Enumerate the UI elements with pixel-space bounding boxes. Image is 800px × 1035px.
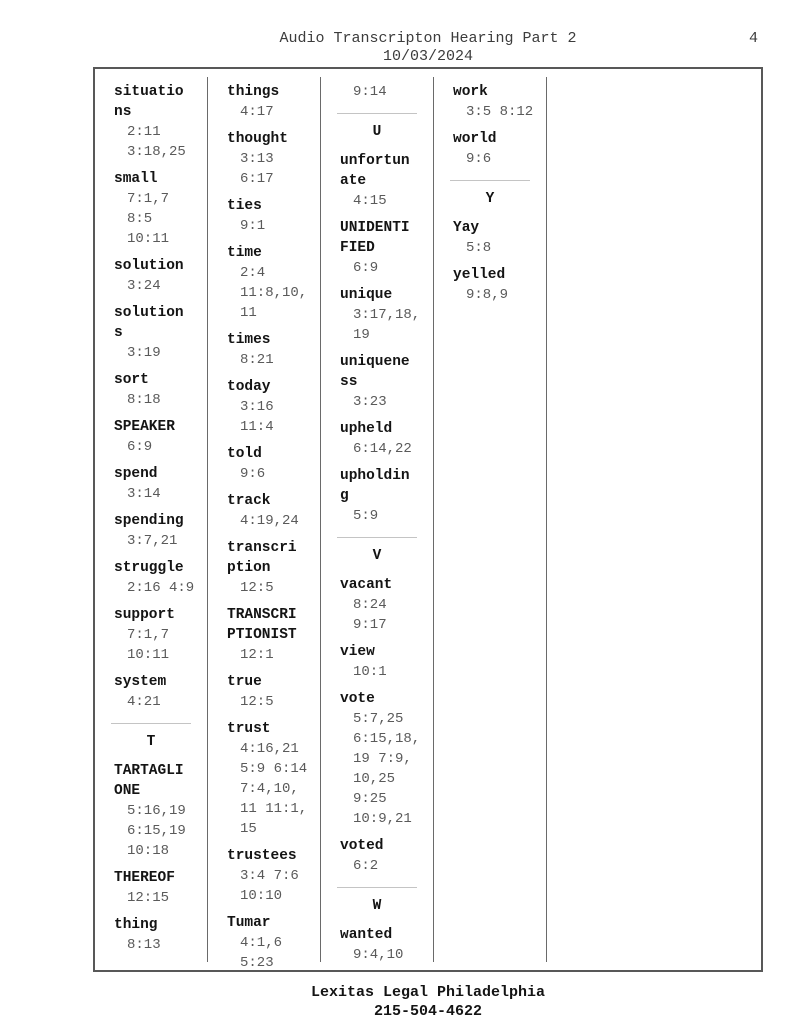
- index-entry: [208, 491, 320, 531]
- entry-word-line: thing: [114, 917, 158, 933]
- entry-word-line: unique: [340, 287, 393, 303]
- entry-ref-line: 10:11: [127, 647, 170, 663]
- index-entry: [95, 511, 207, 551]
- index-entry: [208, 846, 320, 906]
- entry-ref-line: 9:14: [353, 84, 387, 100]
- index-entry: [321, 285, 433, 345]
- entry-ref-line: 6:9: [353, 260, 379, 276]
- entry-word-line: vacant: [340, 577, 393, 593]
- entry-word-line: true: [227, 674, 262, 690]
- entry-word-line: Tumar: [227, 915, 271, 931]
- entry-ref-line: 11: [240, 305, 257, 321]
- entry-ref-line: 6:17: [240, 171, 274, 187]
- index-entry: [95, 417, 207, 457]
- entry-ref-line: 11 11:1,: [240, 801, 308, 817]
- section-divider: [450, 180, 531, 181]
- entry-word-line: trustees: [227, 848, 297, 864]
- entry-ref-line: 8:24: [353, 597, 387, 613]
- index-entry: [208, 129, 320, 189]
- entry-word-line: upheld: [340, 421, 393, 437]
- word-index-table: [93, 67, 763, 972]
- entry-ref-line: 9:1: [240, 218, 266, 234]
- entry-word-line: world: [453, 131, 497, 147]
- entry-ref-line: 10:10: [240, 888, 283, 904]
- index-column: [95, 69, 207, 970]
- entry-word-line: trust: [227, 721, 271, 737]
- entry-word-line: yelled: [453, 267, 506, 283]
- entry-word-line: struggle: [114, 560, 184, 576]
- entry-ref-line: 10:1: [353, 664, 387, 680]
- entry-ref-line: 3:17,18,: [353, 307, 421, 323]
- entry-ref-line: 3:19: [127, 345, 161, 361]
- index-entry: [95, 464, 207, 504]
- entry-word-line: ONE: [114, 783, 141, 799]
- index-entry: [208, 196, 320, 236]
- index-entry: [208, 330, 320, 370]
- entry-word-line: FIED: [340, 240, 375, 256]
- entry-word-line: support: [114, 607, 175, 623]
- entry-ref-line: 6:15,19: [127, 823, 186, 839]
- entry-ref-line: 7:4,10,: [240, 781, 299, 797]
- entry-ref-line: 2:11: [127, 124, 161, 140]
- entry-word-line: times: [227, 332, 271, 348]
- index-entry: [321, 836, 433, 876]
- entry-word-line: wanted: [340, 927, 393, 943]
- entry-ref-line: 3:23: [353, 394, 387, 410]
- index-entry: [321, 218, 433, 278]
- entry-ref-line: 5:9: [353, 508, 379, 524]
- entry-ref-line: 9:4,10: [353, 947, 404, 963]
- index-entry: [321, 689, 433, 829]
- entry-word-line: track: [227, 493, 271, 509]
- entry-word-line: today: [227, 379, 271, 395]
- page-title: Audio Transcripton Hearing Part 2: [279, 30, 577, 47]
- index-entry: [321, 575, 433, 635]
- index-entry: [95, 558, 207, 598]
- entry-ref-line: 4:16,21: [240, 741, 299, 757]
- entry-ref-line: 11:4: [240, 419, 274, 435]
- entry-word-line: sort: [114, 372, 149, 388]
- entry-word-line: unfortun: [340, 153, 410, 169]
- entry-ref-line: 9:6: [466, 151, 492, 167]
- entry-word-line: Yay: [453, 220, 480, 236]
- entry-word-line: view: [340, 644, 375, 660]
- entry-ref-line: 3:18,25: [127, 144, 186, 160]
- index-entry: [321, 352, 433, 412]
- entry-word-line: uniquene: [340, 354, 410, 370]
- index-entry: [95, 761, 207, 861]
- section-letter: U: [372, 124, 382, 140]
- entry-word-line: ss: [340, 374, 358, 390]
- index-entry: [208, 538, 320, 598]
- entry-ref-line: 3:24: [127, 278, 161, 294]
- entry-ref-line: 4:17: [240, 104, 274, 120]
- entry-ref-line: 5:9 6:14: [240, 761, 308, 777]
- footer-company: Lexitas Legal Philadelphia: [310, 984, 546, 1001]
- entry-word-line: PTIONIST: [227, 627, 297, 643]
- entry-ref-line: 4:19,24: [240, 513, 299, 529]
- entry-ref-line: 8:18: [127, 392, 161, 408]
- entry-word-line: ties: [227, 198, 262, 214]
- index-entry: [95, 605, 207, 665]
- section-divider: [337, 887, 418, 888]
- entry-ref-line: 3:16: [240, 399, 274, 415]
- entry-word-line: upholdin: [340, 468, 410, 484]
- footer-phone: 215-504-4622: [373, 1003, 483, 1020]
- index-column: [208, 69, 320, 970]
- index-entry: [208, 243, 320, 323]
- entry-ref-line: 4:1,6: [240, 935, 283, 951]
- index-entry-continuation: [321, 82, 433, 102]
- entry-ref-line: 12:5: [240, 580, 274, 596]
- index-entry: [208, 377, 320, 437]
- entry-ref-line: 10:9,21: [353, 811, 412, 827]
- index-entry: [208, 605, 320, 665]
- entry-word-line: voted: [340, 838, 384, 854]
- entry-word-line: TARTAGLI: [114, 763, 184, 779]
- index-entry: [95, 256, 207, 296]
- entry-ref-line: 5:23: [240, 955, 274, 970]
- entry-word-line: situatio: [114, 84, 184, 100]
- entry-word-line: transcri: [227, 540, 297, 556]
- entry-ref-line: 11:8,10,: [240, 285, 308, 301]
- index-entry: [208, 444, 320, 484]
- entry-word-line: ns: [114, 104, 132, 120]
- entry-word-line: thought: [227, 131, 288, 147]
- entry-ref-line: 5:8: [466, 240, 492, 256]
- entry-ref-line: 19: [353, 327, 370, 343]
- entry-ref-line: 10:18: [127, 843, 170, 859]
- entry-word-line: solution: [114, 305, 184, 321]
- entry-ref-line: 6:2: [353, 858, 379, 874]
- entry-ref-line: 2:4: [240, 265, 266, 281]
- index-entry: [321, 151, 433, 211]
- entry-word-line: time: [227, 245, 262, 261]
- entry-word-line: s: [114, 325, 123, 341]
- entry-ref-line: 8:13: [127, 937, 161, 953]
- entry-word-line: ption: [227, 560, 271, 576]
- entry-ref-line: 6:15,18,: [353, 731, 421, 747]
- entry-word-line: spend: [114, 466, 158, 482]
- index-entry: [321, 925, 433, 965]
- index-entry: [208, 82, 320, 122]
- index-entry: [208, 672, 320, 712]
- index-entry: [434, 129, 546, 169]
- index-entry: [321, 419, 433, 459]
- section-divider: [337, 537, 418, 538]
- entry-word-line: spending: [114, 513, 184, 529]
- index-entry: [434, 218, 546, 258]
- entry-ref-line: 5:16,19: [127, 803, 186, 819]
- index-entry: [95, 169, 207, 249]
- index-entry: [95, 915, 207, 955]
- entry-ref-line: 4:15: [353, 193, 387, 209]
- entry-ref-line: 15: [240, 821, 257, 837]
- entry-word-line: things: [227, 84, 280, 100]
- index-entry: [95, 672, 207, 712]
- index-column: [547, 69, 761, 970]
- entry-ref-line: 6:9: [127, 439, 153, 455]
- entry-ref-line: 12:15: [127, 890, 170, 906]
- index-entry: [95, 370, 207, 410]
- index-entry: [95, 303, 207, 363]
- entry-ref-line: 12:5: [240, 694, 274, 710]
- index-entry: [321, 466, 433, 526]
- entry-ref-line: 10:11: [127, 231, 170, 247]
- entry-word-line: work: [453, 84, 488, 100]
- section-letter: Y: [485, 191, 495, 207]
- section-letter: T: [146, 734, 156, 750]
- entry-ref-line: 19 7:9,: [353, 751, 412, 767]
- entry-word-line: ate: [340, 173, 367, 189]
- entry-ref-line: 9:8,9: [466, 287, 509, 303]
- page-number: 4: [749, 30, 759, 47]
- entry-word-line: SPEAKER: [114, 419, 175, 435]
- index-entry: [208, 719, 320, 839]
- entry-ref-line: 4:21: [127, 694, 161, 710]
- entry-ref-line: 5:7,25: [353, 711, 404, 727]
- entry-word-line: g: [340, 488, 349, 504]
- index-entry: [434, 82, 546, 122]
- entry-ref-line: 7:1,7: [127, 627, 170, 643]
- entry-ref-line: 7:1,7: [127, 191, 170, 207]
- entry-ref-line: 3:7,21: [127, 533, 178, 549]
- entry-ref-line: 8:5: [127, 211, 153, 227]
- entry-word-line: UNIDENTI: [340, 220, 410, 236]
- entry-ref-line: 3:13: [240, 151, 274, 167]
- index-entry: [95, 868, 207, 908]
- entry-word-line: system: [114, 674, 167, 690]
- entry-ref-line: 2:16 4:9: [127, 580, 195, 596]
- section-divider: [111, 723, 192, 724]
- page-date: 10/03/2024: [382, 48, 473, 65]
- entry-ref-line: 9:25: [353, 791, 387, 807]
- entry-word-line: THEREOF: [114, 870, 175, 886]
- section-divider: [337, 113, 418, 114]
- index-column: [434, 69, 546, 970]
- entry-word-line: small: [114, 171, 158, 187]
- entry-word-line: TRANSCRI: [227, 607, 297, 623]
- entry-ref-line: 9:17: [353, 617, 387, 633]
- entry-word-line: solution: [114, 258, 184, 274]
- entry-word-line: vote: [340, 691, 375, 707]
- entry-ref-line: 10,25: [353, 771, 396, 787]
- entry-ref-line: 3:4 7:6: [240, 868, 299, 884]
- entry-ref-line: 8:21: [240, 352, 274, 368]
- index-entry: [95, 82, 207, 162]
- index-entry: [321, 642, 433, 682]
- entry-word-line: told: [227, 446, 262, 462]
- entry-ref-line: 12:1: [240, 647, 274, 663]
- index-entry: [434, 265, 546, 305]
- index-entry: [208, 913, 320, 970]
- entry-ref-line: 3:5 8:12: [466, 104, 534, 120]
- section-letter: V: [372, 548, 382, 564]
- entry-ref-line: 3:14: [127, 486, 161, 502]
- entry-ref-line: 6:14,22: [353, 441, 412, 457]
- section-letter: W: [372, 898, 382, 914]
- index-column: [321, 69, 433, 970]
- entry-ref-line: 9:6: [240, 466, 266, 482]
